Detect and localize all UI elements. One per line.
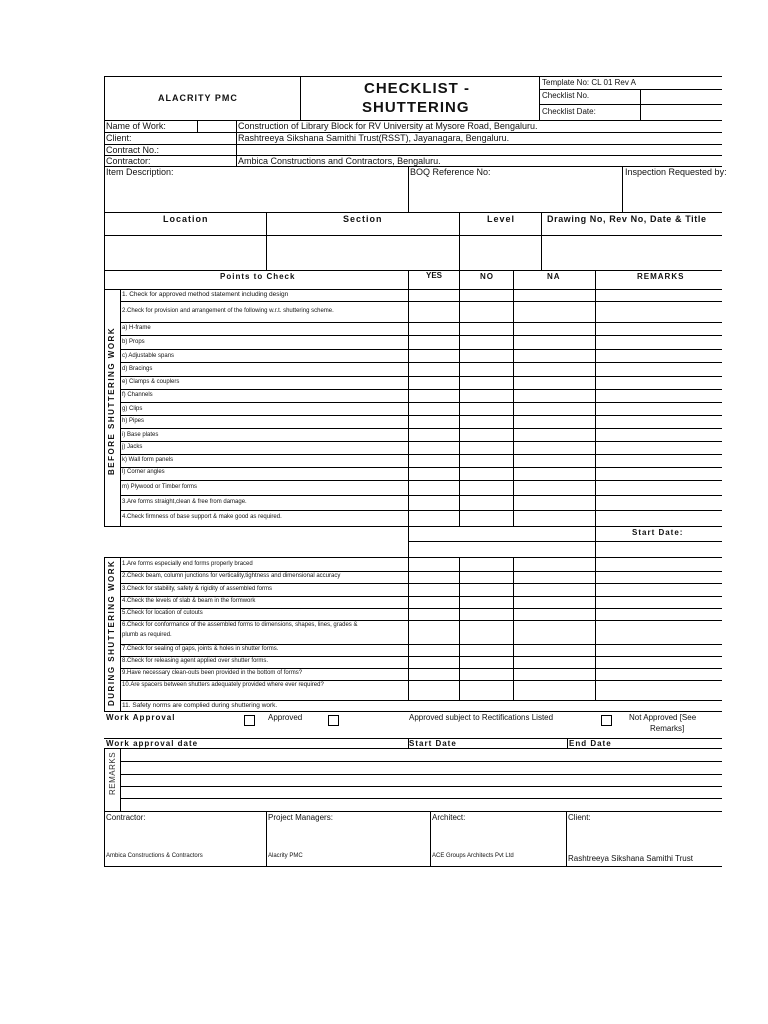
approval-end-date: End Date (569, 739, 612, 748)
approval-start-date: Start Date (409, 739, 457, 748)
remarks-header: REMARKS (637, 272, 685, 281)
pm-sign-label: Project Managers: (268, 813, 333, 822)
client-label: Client: (106, 133, 132, 143)
architect-sign-label: Architect: (432, 813, 466, 822)
item-description-label: Item Description: (106, 167, 174, 177)
check-item: 3.Are forms straight,clean & free from damage. (122, 499, 247, 505)
check-item: 4.Check the levels of slab & beam in the formwork (122, 598, 256, 604)
template-no: Template No: CL 01 Rev A (542, 78, 636, 87)
client-sign-value: Rashtreeya Sikshana Samithi Trust (568, 854, 693, 863)
name-of-work-label: Name of Work: (106, 121, 166, 131)
check-item: 11. Safety norms are complied during shuttering work. (122, 702, 278, 709)
during-shuttering-label: DURING SHUTTERING WORK (107, 559, 116, 706)
check-item: 2.Check for provision and arrangement of the following w.r.t. shuttering scheme. (122, 308, 334, 314)
check-item: 4.Check firmness of base support & make good as required. (122, 514, 282, 520)
check-item: g) Clips (122, 406, 143, 412)
location-header: Location (163, 214, 209, 224)
points-to-check-header: Points to Check (220, 272, 296, 281)
approval-checkbox[interactable] (244, 715, 255, 726)
check-item: f) Channels (122, 392, 153, 398)
check-item: j) Jacks (122, 444, 143, 450)
check-item: e) Clamps & couplers (122, 379, 180, 385)
level-header: Level (487, 214, 516, 224)
contractor-sign-label: Contractor: (106, 813, 146, 822)
approved-label: Approved (268, 713, 303, 722)
check-item: 7.Check for sealing of gaps, joints & holes in shutter forms. (122, 646, 279, 652)
approved-checkbox[interactable] (328, 715, 339, 726)
work-approval-date-label: Work approval date (106, 739, 199, 748)
check-item: m) Plywood or Timber forms (122, 484, 198, 490)
company-name: ALACRITY PMC (158, 93, 238, 103)
check-item: c) Adjustable spans (122, 353, 175, 359)
contractor-sign-value: Ambica Constructions & Contractors (106, 853, 203, 859)
check-item: k) Wall form panels (122, 457, 174, 463)
remarks-side-label: REMARKS (108, 751, 117, 795)
check-item: a) H-frame (122, 325, 151, 331)
architect-sign-value: ACE Groups Architects Pvt Ltd (432, 853, 514, 859)
check-item: d) Bracings (122, 366, 153, 372)
before-shuttering-label: BEFORE SHUTTERING WORK (107, 326, 116, 475)
inspection-requested-label: Inspection Requested by: (625, 167, 727, 177)
rectification-checkbox[interactable] (601, 715, 612, 726)
checklist-date-label: Checklist Date: (542, 107, 596, 116)
name-of-work-value: Construction of Library Block for RV University at Mysore Road, Bengaluru. (238, 121, 538, 131)
check-item: 9.Have necessary clean-outs been provided in the bottom of forms? (122, 670, 303, 676)
not-approved-label: Not Approved [See (629, 713, 697, 722)
check-item: 8.Check for releasing agent applied over shutter forms. (122, 658, 269, 664)
not-approved-remarks: Remarks] (650, 724, 685, 733)
contractor-value: Ambica Constructions and Contractors, Bengaluru. (238, 156, 441, 166)
drawing-header: Drawing No, Rev No, Date & Title (547, 214, 707, 224)
page-title: CHECKLIST - (364, 80, 470, 97)
check-item: 3.Check for stability, safety & rigidity of assembled forms (122, 586, 272, 592)
yes-header: YES (426, 271, 443, 280)
check-item: i) Base plates (122, 432, 159, 438)
section-header: Section (343, 214, 383, 224)
work-approval-label: Work Approval (106, 713, 176, 722)
check-item: 2.Check beam, column junctions for verticality,tightness and dimensional accuracy (122, 573, 341, 579)
client-value: Rashtreeya Sikshana Samithi Trust(RSST), Jayanagara, Bengaluru. (238, 133, 510, 143)
start-date-label: Start Date: (632, 528, 684, 537)
contractor-label: Contractor: (106, 156, 151, 166)
approved-subject-label: Approved subject to Rectifications Listed (409, 713, 554, 722)
check-item: 1. Check for approved method statement including design (122, 291, 289, 298)
check-item: 6.Check for conformance of the assembled forms to dimensions, shapes, lines, grades & (122, 622, 358, 628)
pm-sign-value: Alacrity PMC (268, 853, 303, 859)
check-item: l) Corner angles (122, 469, 165, 475)
check-item: 5.Check for location of cutouts (122, 610, 203, 616)
check-item: plumb as required. (122, 632, 172, 638)
check-item: 1.Are forms especially end forms properly braced (122, 561, 253, 567)
checklist-no-label: Checklist No. (542, 91, 590, 100)
na-header: NA (547, 272, 561, 281)
no-header: NO (480, 272, 494, 281)
boq-reference-label: BOQ Reference No: (410, 167, 491, 177)
client-sign-label: Client: (568, 813, 591, 822)
check-item: h) Pipes (122, 418, 145, 424)
page-subtitle: SHUTTERING (362, 99, 470, 116)
contract-no-label: Contract No.: (106, 145, 160, 155)
check-item: b) Props (122, 339, 145, 345)
check-item: 10.Are spacers between shutters adequately provided where ever required? (122, 682, 324, 688)
